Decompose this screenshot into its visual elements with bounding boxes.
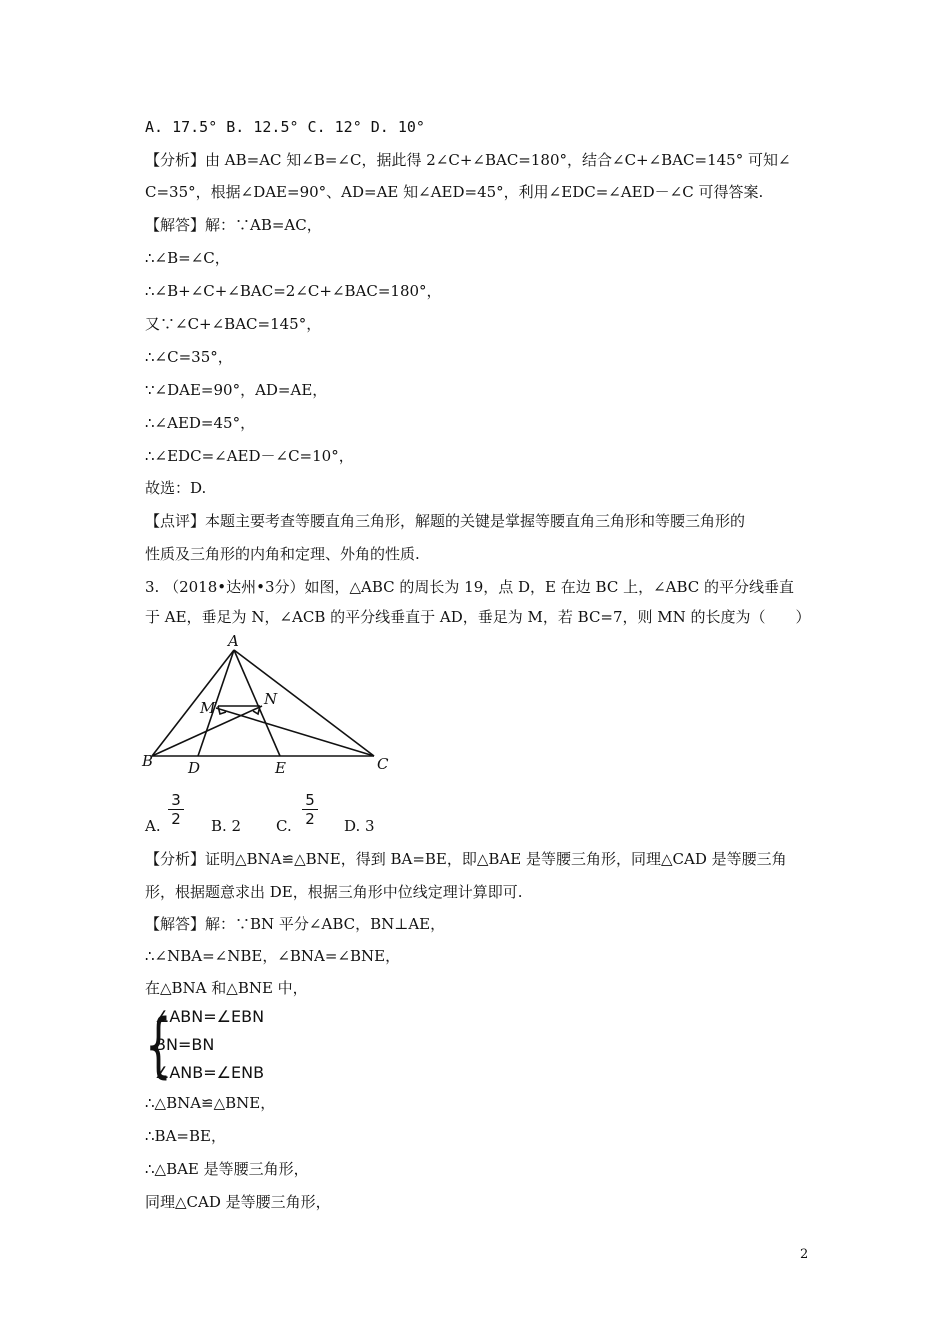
q3-option-c-label: C.	[276, 817, 292, 835]
q2-review-line-1: 【点评】本题主要考查等腰直角三角形，解题的关键是掌握等腰直角三角形和等腰三角形的	[145, 512, 746, 530]
q3-option-c-denominator: 2	[305, 810, 315, 828]
triangle-figure	[138, 632, 398, 782]
q3-analysis-line-1: 【分析】证明△BNA≌△BNE，得到 BA=BE，即△BAE 是等腰三角形，同理△CAD 是等腰三角	[145, 850, 787, 868]
system-row: ∠ANB=∠ENB	[155, 1063, 265, 1082]
q2-solution-line: ∵∠DAE=90°，AD=AE，	[145, 381, 328, 399]
q2-solution-line: ∴∠C=35°，	[145, 348, 233, 366]
label-c: C	[377, 755, 389, 773]
q3-solution-line-3: 在△BNA 和△BNE 中，	[145, 979, 308, 997]
label-d: D	[188, 759, 201, 777]
q3-option-c-numerator: 5	[305, 791, 315, 809]
q2-solution-line: ∴∠EDC=∠AED－∠C=10°，	[145, 447, 354, 465]
q3-option-a-label: A.	[145, 817, 161, 835]
label-a: A	[228, 632, 239, 650]
bisector-cm	[216, 708, 374, 756]
system-row: BN=BN	[155, 1035, 215, 1054]
label-n: N	[264, 690, 278, 708]
q2-solution-line: 故选：D.	[145, 479, 207, 497]
left-brace: {	[145, 1004, 172, 1086]
label-e: E	[275, 759, 286, 777]
q3-option-d: D. 3	[344, 817, 375, 835]
q3-solution-line-1: 【解答】解：∵BN 平分∠ABC，BN⊥AE，	[145, 915, 446, 933]
system-row: ∠ABN=∠EBN	[155, 1007, 265, 1026]
q3-option-a-fraction	[168, 792, 184, 827]
q3-stem-line-2: 于 AE，垂足为 N，∠ACB 的平分线垂直于 AD，垂足为 M，若 BC=7，则 MN 的长度为（ ）	[145, 608, 811, 626]
q3-solution-line-2: ∴∠NBA=∠NBE，∠BNA=∠BNE，	[145, 947, 401, 965]
q3-analysis-line-2: 形，根据题意求出 DE，根据三角形中位线定理计算即可.	[145, 883, 523, 901]
label-m: M	[200, 699, 216, 717]
q2-analysis-line-1: 【分析】由 AB=AC 知∠B=∠C，据此得 2∠C+∠BAC=180°，结合∠C+∠BAC=145° 可知∠	[145, 151, 791, 169]
label-b: B	[142, 752, 154, 770]
q2-solution-line: ∴∠B+∠C+∠BAC=2∠C+∠BAC=180°，	[145, 282, 442, 300]
q3-option-b: B. 2	[211, 817, 242, 835]
q3-after-line: ∴BA=BE，	[145, 1127, 226, 1145]
q2-options: A. 17.5° B. 12.5° C. 12° D. 10°	[145, 118, 425, 136]
q3-after-line: ∴△BAE 是等腰三角形，	[145, 1160, 309, 1178]
side-ab	[152, 650, 234, 756]
q2-review-line-2: 性质及三角形的内角和定理、外角的性质.	[145, 545, 420, 563]
q2-analysis-line-2: C=35°，根据∠DAE=90°、AD=AE 知∠AED=45°，利用∠EDC=∠AED－∠C 可得答案.	[145, 183, 764, 201]
q3-stem-line-1: 3. （2018•达州•3分）如图，△ABC 的周长为 19，点 D，E 在边 BC 上，∠ABC 的平分线垂直	[145, 578, 795, 596]
equation-system	[145, 1005, 285, 1085]
q2-solution-line: 【解答】解：∵AB=AC，	[145, 216, 322, 234]
q2-solution-line: ∴∠B=∠C，	[145, 249, 230, 267]
q3-option-c-fraction	[302, 792, 318, 827]
q3-after-line: ∴△BNA≌△BNE，	[145, 1094, 276, 1112]
q2-solution-line: ∴∠AED=45°，	[145, 414, 256, 432]
page-number: 2	[800, 1247, 809, 1262]
side-ac	[234, 650, 374, 756]
q2-solution-line: 又∵∠C+∠BAC=145°，	[145, 315, 322, 333]
q3-option-a-numerator: 3	[171, 791, 181, 809]
q3-option-a-denominator: 2	[171, 810, 181, 828]
q3-after-line: 同理△CAD 是等腰三角形，	[145, 1193, 331, 1211]
